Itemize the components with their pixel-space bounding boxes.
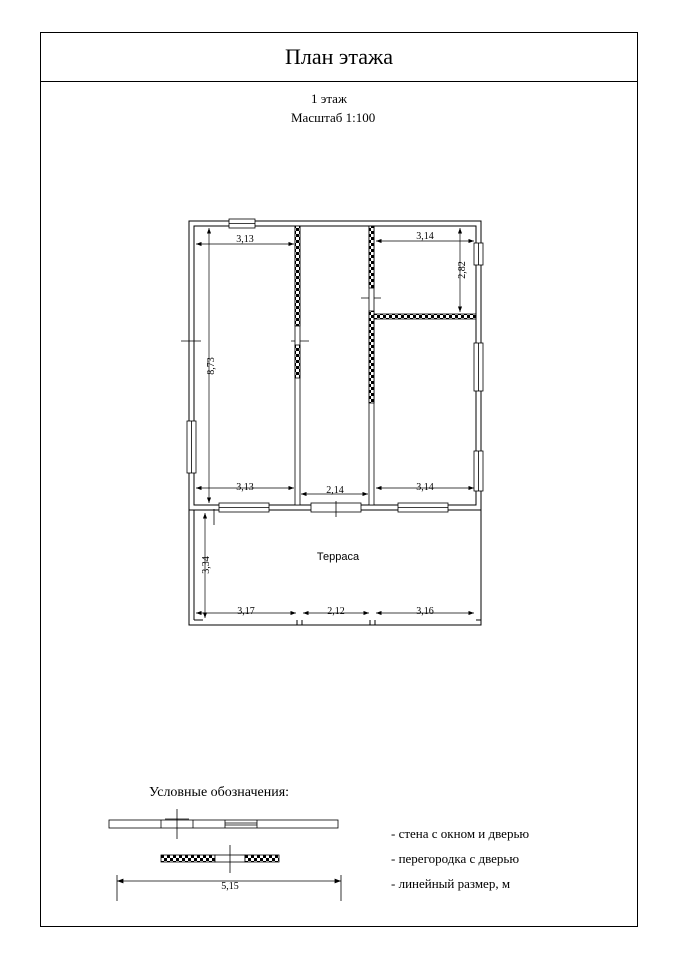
legend-wall-label: - стена с окном и дверью [391, 826, 530, 841]
room-terrace-label: Терраса [316, 551, 360, 563]
dim-left-height: 8,73 [206, 357, 217, 375]
dim-terrace-right: 3,16 [416, 606, 434, 617]
dim-top-left: 3,13 [236, 234, 254, 245]
legend-partition-symbol [161, 845, 279, 873]
drawing-sheet [40, 32, 638, 927]
floor-plan [41, 33, 639, 928]
partitions [295, 226, 476, 505]
door-marks [181, 289, 381, 525]
dim-bottom-right: 3,14 [416, 482, 434, 493]
house-outer-walls [189, 221, 481, 510]
dim-bottom-left: 3,13 [236, 482, 254, 493]
page-title: План этажа [285, 44, 393, 69]
dim-top-right: 3,14 [416, 231, 434, 242]
legend-title: Условные обозначения: [149, 785, 290, 800]
legend-sample-dimension: 5,15 [221, 881, 239, 892]
dim-terrace-height: 3,34 [201, 556, 212, 574]
dim-bottom-mid: 2,14 [326, 485, 344, 496]
scale-label: Масштаб 1:100 [291, 110, 376, 125]
legend-partition-label: - перегородка с дверью [391, 851, 520, 866]
windows [187, 219, 483, 512]
dim-terrace-mid: 2,12 [327, 606, 345, 617]
legend-wall-symbol [109, 809, 338, 839]
dim-terrace-left: 3,17 [237, 606, 255, 617]
dim-right-room-height: 2,82 [457, 261, 468, 279]
legend-dimension-label: - линейный размер, м [391, 876, 511, 891]
floor-label: 1 этаж [311, 91, 347, 106]
